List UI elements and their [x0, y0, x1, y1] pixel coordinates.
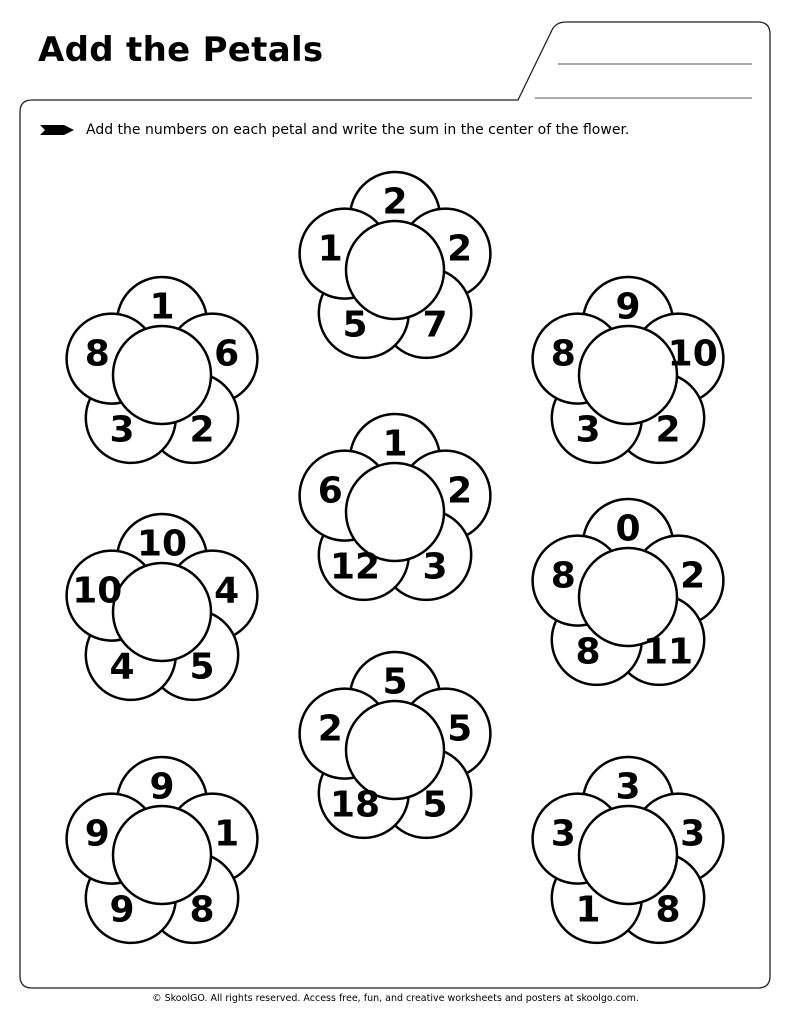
petal-number: 2: [382, 181, 408, 223]
petal-number: 9: [149, 766, 175, 808]
petal-number: 8: [575, 631, 601, 673]
petal-number: 5: [342, 304, 368, 346]
petal-number: 3: [109, 409, 135, 451]
petal-number: 4: [214, 570, 240, 612]
petal-number: 8: [189, 889, 215, 931]
petal-number: 1: [149, 286, 175, 328]
flower: [300, 414, 491, 600]
page-title: Add the Petals: [38, 30, 324, 70]
petal-number: 5: [422, 784, 448, 826]
flower: [533, 277, 724, 463]
petal-number: 3: [550, 813, 576, 855]
petal-number: 5: [189, 646, 215, 688]
petal-number: 3: [680, 813, 706, 855]
flower: [300, 652, 491, 838]
petal-number: 6: [317, 470, 343, 512]
petal-number: 8: [655, 889, 681, 931]
flower: [67, 757, 258, 943]
flower: [67, 277, 258, 463]
petal-number: 12: [329, 546, 381, 588]
petal-number: 8: [550, 333, 576, 375]
petal-number: 11: [642, 631, 694, 673]
petal-number: 2: [447, 470, 473, 512]
petal-number: 10: [136, 523, 188, 565]
petal-number: 10: [667, 333, 718, 375]
instruction-text: Add the numbers on each petal and write the sum in the center of the flower.: [86, 122, 630, 138]
petal-number: 2: [447, 228, 473, 270]
flower: [533, 499, 724, 685]
petal-number: 3: [422, 546, 448, 588]
petal-number: 18: [329, 784, 381, 826]
petal-number: 4: [109, 646, 135, 688]
petal-number: 2: [189, 409, 215, 451]
petal-number: 10: [72, 570, 123, 612]
petal-number: 0: [615, 508, 641, 550]
petal-number: 5: [382, 661, 408, 703]
petal-number: 3: [575, 409, 601, 451]
petal-number: 6: [214, 333, 240, 375]
copyright-footer: © SkoolGO. All rights reserved. Access free, fun, and creative worksheets and posters at skoolgo.com.: [152, 993, 639, 1004]
flower: [300, 172, 491, 358]
flower: [67, 514, 258, 700]
petal-number: 1: [214, 813, 240, 855]
petal-number: 1: [575, 889, 601, 931]
petal-number: 3: [615, 766, 641, 808]
petal-number: 9: [109, 889, 135, 931]
petal-number: 9: [615, 286, 641, 328]
petal-number: 2: [680, 555, 706, 597]
petal-number: 8: [550, 555, 576, 597]
petal-number: 8: [84, 333, 110, 375]
petal-number: 5: [447, 708, 473, 750]
flower: [533, 757, 724, 943]
petal-number: 9: [84, 813, 110, 855]
petal-number: 2: [655, 409, 681, 451]
petal-number: 2: [317, 708, 343, 750]
petal-number: 1: [317, 228, 343, 270]
petal-number: 1: [382, 423, 408, 465]
petal-number: 7: [422, 304, 448, 346]
